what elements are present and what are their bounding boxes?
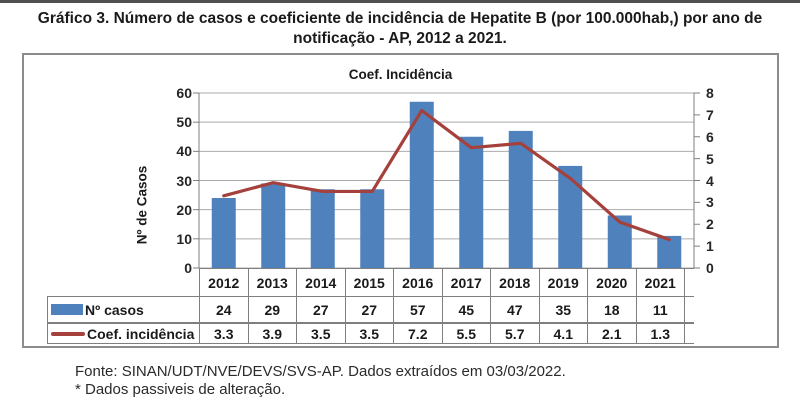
year-cell: 2012 — [200, 269, 249, 296]
left-axis-tick-label: 60 — [176, 85, 192, 101]
data-table-row-coef — [47, 323, 694, 344]
legend-cell — [48, 297, 200, 322]
figure-caption-line1: Gráfico 3. Número de casos e coeficiente de incidência de Hepatite B (por 100.000hab,) por ano de — [37, 10, 763, 27]
bar — [509, 131, 533, 268]
table-value-cell: 5.5 — [443, 324, 492, 343]
year-cell: 2016 — [394, 269, 443, 296]
right-axis-tick-label: 5 — [706, 150, 714, 167]
table-value-cell: 5.7 — [491, 324, 540, 343]
line-legend-swatch — [51, 332, 85, 336]
left-axis-tick-label: 40 — [176, 143, 192, 160]
year-cell: 2014 — [297, 269, 346, 296]
table-value-cell: 2.1 — [588, 324, 637, 343]
right-axis-tick-label: 0 — [706, 260, 714, 276]
table-value-cell: 27 — [346, 297, 395, 322]
year-cell: 2018 — [491, 269, 540, 296]
year-cell: 2017 — [443, 269, 492, 296]
year-cell: 2020 — [588, 269, 637, 296]
source-note: Fonte: SINAN/UDT/NVE/DEVS/SVS-AP. Dados extraídos em 03/03/2022. — [75, 363, 566, 380]
right-axis-tick-label: 4 — [706, 172, 714, 189]
bar — [558, 166, 582, 268]
left-axis-tick-label: 10 — [176, 230, 192, 247]
table-value-cell: 57 — [394, 297, 443, 322]
table-value-cell: 24 — [200, 297, 249, 322]
bar — [311, 189, 335, 268]
right-axis-tick-label: 6 — [706, 128, 714, 145]
table-value-cell: 27 — [297, 297, 346, 322]
table-value-cell: 4.1 — [540, 324, 589, 343]
table-value-cell: 11 — [637, 297, 686, 322]
year-cell: 2019 — [540, 269, 589, 296]
year-cell: 2021 — [637, 269, 686, 296]
table-value-cell: 45 — [443, 297, 492, 322]
table-value-cell: 1.3 — [637, 324, 686, 343]
x-axis-category-row — [199, 268, 694, 296]
left-axis-tick-label: 20 — [176, 201, 192, 218]
bar-legend-swatch — [51, 304, 83, 315]
table-value-cell: 7.2 — [394, 324, 443, 343]
trend-line — [224, 111, 670, 240]
left-axis-tick-label: 50 — [176, 114, 192, 131]
disclaimer-note: * Dados passiveis de alteração. — [75, 381, 286, 398]
year-cell: 2013 — [249, 269, 298, 296]
right-axis-tick-label: 2 — [706, 216, 714, 233]
chart-frame: Coef. Incidência Nº de Casos 0 10 20 30 40 50 60 0 1 2 3 4 5 6 7 8 2012 2013 2014 2015 2016 2017 2018 2019 2020 2021 Nº casos 24 29 27 27 57 45 47 35 18 11 Coef. incidência 3.3 3.9 3.5 3.5 7.2 5.5 5.7 4.1 2.1 1.3 — [22, 53, 779, 348]
left-axis-tick-label: 30 — [176, 172, 192, 189]
legend-label: Nº casos — [85, 301, 144, 318]
year-cell: 2015 — [346, 269, 395, 296]
bar — [261, 183, 285, 268]
bar — [459, 137, 483, 268]
table-value-cell: 18 — [588, 297, 637, 322]
legend-cell — [48, 324, 200, 343]
figure-caption — [0, 9, 800, 49]
table-value-cell: 3.3 — [200, 324, 249, 343]
right-axis-tick-label: 1 — [706, 238, 714, 255]
table-value-cell: 3.5 — [346, 324, 395, 343]
chart-title: Coef. Incidência — [348, 67, 453, 82]
right-axis-tick-label: 3 — [706, 194, 714, 211]
figure-caption-line2: notificação - AP, 2012 a 2021. — [293, 30, 507, 47]
table-value-cell: 3.9 — [249, 324, 298, 343]
table-value-cell: 29 — [249, 297, 298, 322]
top-edge-strip — [0, 0, 800, 3]
right-axis-tick-label: 8 — [706, 85, 714, 101]
left-axis-tick-label: 0 — [184, 260, 192, 276]
legend-label: Coef. incidência — [87, 325, 195, 342]
table-value-cell: 35 — [540, 297, 589, 322]
bar — [360, 189, 384, 268]
data-table-row-cases — [47, 296, 694, 323]
bar — [212, 198, 236, 268]
table-value-cell: 47 — [491, 297, 540, 322]
table-value-cell: 3.5 — [297, 324, 346, 343]
right-axis-tick-label: 7 — [706, 106, 714, 123]
